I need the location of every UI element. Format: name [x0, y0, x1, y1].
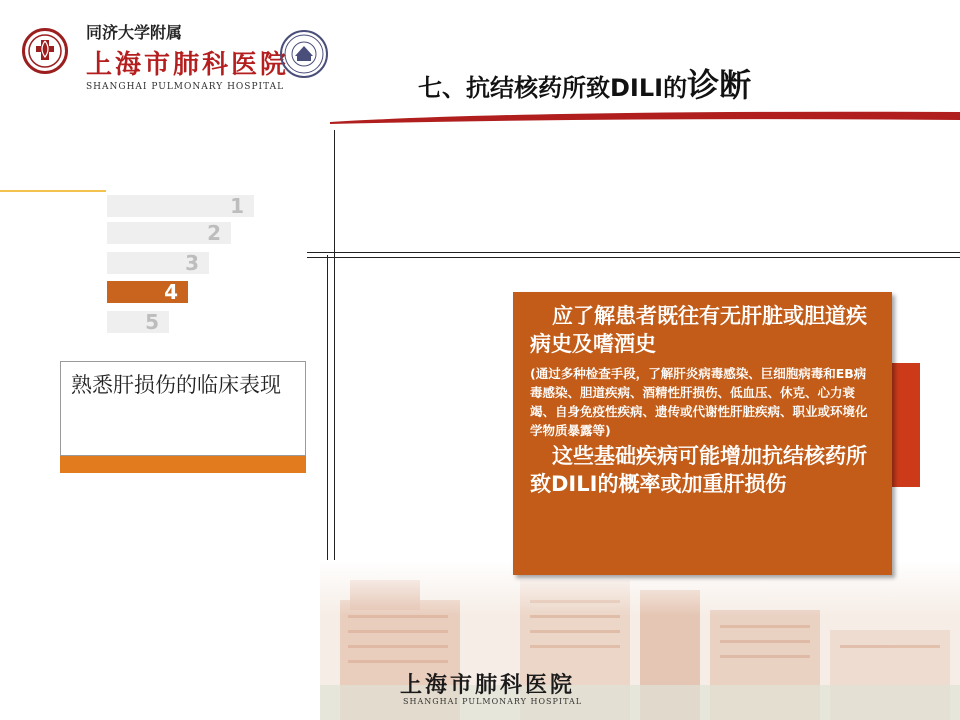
step-3: 3	[107, 252, 209, 274]
hospital-name-cn: 上海市肺科医院	[86, 50, 290, 80]
hospital-seal-logo	[22, 28, 68, 74]
hospital-name-en: SHANGHAI PULMONARY HOSPITAL	[86, 82, 285, 92]
footer-hospital-name-cn: 上海市肺科医院	[400, 672, 576, 698]
footer-hospital-name-en: SHANGHAI PULMONARY HOSPITAL	[403, 697, 583, 706]
university-seal-logo	[280, 30, 328, 78]
step-5: 5	[107, 311, 169, 333]
divider-horizontal	[307, 257, 960, 258]
slide-title-emphasis: 诊断	[687, 66, 752, 104]
step-4-active: 4	[107, 281, 188, 303]
callout-conclusion: 这些基础疾病可能增加抗结核药所致DILI的概率或加重肝损伤	[530, 444, 867, 496]
summary-box: 熟悉肝损伤的临床表现	[60, 361, 306, 456]
summary-accent-bar	[60, 456, 306, 473]
slide-title-main: 七、抗结核药所致DILI的	[418, 74, 688, 102]
callout-note: (通过多种检查手段，了解肝炎病毒感染、巨细胞病毒和EB病毒感染、胆道疾病、酒精性肝损伤、低血压、休克、心力衰竭、自身免疫性疾病、遗传或代谢性肝脏疾病、职业或环境化学物质暴露等)	[530, 366, 868, 438]
divider-horizontal	[307, 252, 960, 253]
slide-title	[418, 60, 751, 106]
diagnosis-callout	[513, 292, 892, 575]
step-1: 1	[107, 195, 254, 217]
side-accent-tab	[890, 363, 920, 487]
step-2: 2	[107, 222, 231, 244]
accent-line	[0, 190, 106, 192]
callout-lead: 应了解患者既往有无肝脏或胆道疾病史及嗜酒史	[530, 304, 867, 356]
title-underline-swoosh	[330, 110, 960, 124]
affiliation-text: 同济大学附属	[86, 23, 183, 42]
